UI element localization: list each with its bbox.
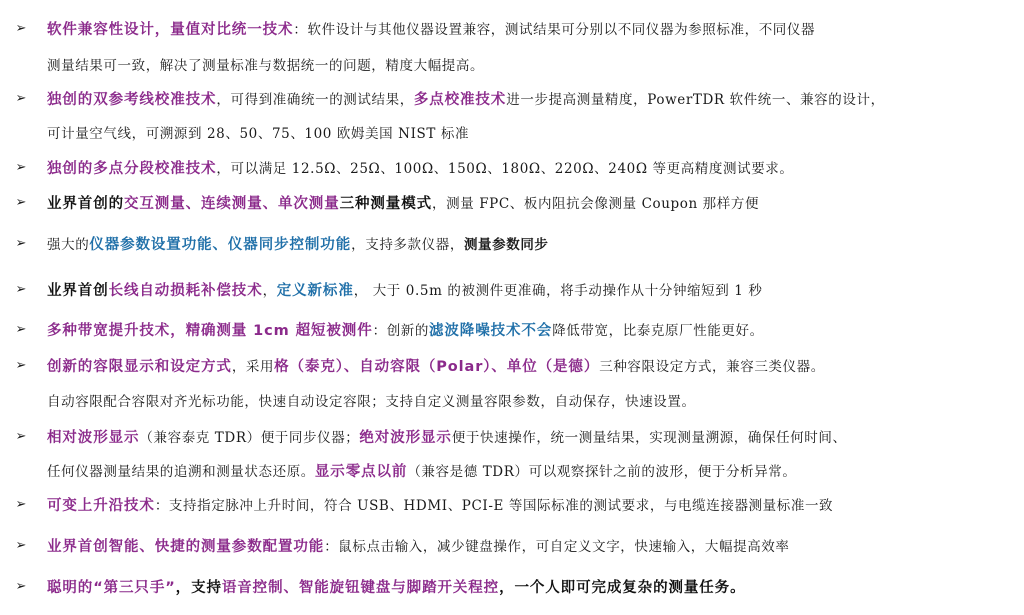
text-segment: 交互测量、连续测量、单次测量	[124, 196, 340, 212]
text-segment: 聪明的“第三只手”	[47, 580, 176, 596]
text-segment: 测量结果可一致，解决了测量标准与数据统一的问题，精度大幅提高。	[47, 58, 485, 74]
text-segment: ：鼠标点击输入，减少键盘操作，可自定义文字，快速输入，大幅提高效率	[324, 539, 790, 555]
list-item-line	[47, 20, 815, 40]
arrow-bullet-icon: ➢	[15, 358, 27, 373]
text-segment: ，支持	[175, 580, 222, 596]
text-segment: 格（泰克）、自动容限（Polar）、单位（是德）	[274, 359, 600, 375]
text-segment: 多种带宽提升技术，精确测量 1cm 超短被测件	[47, 323, 373, 339]
text-segment: 测量参数同步	[463, 237, 549, 253]
text-segment: ， 大于 0.5m 的被测件更准确，将手动操作从十分钟缩短到 1 秒	[353, 283, 763, 299]
text-segment: 独创的双参考线校准技术	[47, 92, 217, 108]
list-item-line	[47, 159, 794, 179]
text-segment: 语音控制、智能旋钮键盘与脚踏开关程控	[221, 580, 500, 596]
text-segment: ，可得到准确统一的测试结果，	[216, 92, 414, 108]
list-item-line	[47, 428, 847, 448]
arrow-bullet-icon: ➢	[15, 236, 27, 251]
text-segment: ，可以满足 12.5Ω、25Ω、100Ω、150Ω、180Ω、220Ω、240Ω 等更高精度测试要求。	[216, 161, 794, 177]
text-segment: 业界首创的	[47, 196, 124, 212]
list-item-line	[47, 357, 825, 377]
text-segment: 强大的	[47, 237, 90, 253]
list-item-line	[47, 462, 797, 482]
arrow-bullet-icon: ➢	[15, 282, 27, 297]
arrow-bullet-icon: ➢	[15, 429, 27, 444]
text-segment: 相对波形显示	[47, 430, 140, 446]
text-segment: 业界首创智能、快捷的测量参数配置功能	[47, 539, 325, 555]
text-segment: ：支持指定脉冲上升时间，符合 USB、HDMI、PCI-E 等国际标准的测试要求，与电缆连接器测量标准一致	[154, 498, 834, 514]
text-segment: 自动容限配合容限对齐光标功能，快速自动设定容限；支持自定义测量容限参数，自动保存，快速设置。	[47, 394, 696, 410]
text-segment: 三种容限设定方式，兼容三类仪器。	[599, 359, 825, 375]
list-item-line	[47, 537, 790, 557]
text-segment: ，测量 FPC、板内阻抗会像测量 Coupon 那样方便	[432, 196, 760, 212]
text-segment: 可计量空气线，可溯源到 28、50、75、100 欧姆美国 NIST 标准	[47, 126, 470, 142]
text-segment: （兼容是德 TDR）可以观察探针之前的波形，便于分析异常。	[407, 464, 797, 480]
text-segment: 仪器参数设置功能、仪器同步控制功能	[89, 237, 352, 253]
text-segment: 滤波降噪技术不会	[429, 323, 553, 339]
arrow-bullet-icon: ➢	[15, 21, 27, 36]
list-item-line	[47, 578, 745, 598]
list-item-line	[47, 392, 696, 412]
text-segment: 三种测量模式	[339, 196, 433, 212]
text-segment: 绝对波形显示	[359, 430, 452, 446]
list-item-line	[47, 281, 762, 301]
text-segment: ：创新的	[372, 323, 429, 339]
text-segment: 定义新标准	[276, 283, 354, 299]
text-segment: 创新的容限显示和设定方式	[47, 359, 232, 375]
text-segment: ，	[262, 283, 277, 299]
arrow-bullet-icon: ➢	[15, 579, 27, 594]
text-segment: 进一步提高测量精度，PowerTDR 软件统一、兼容的设计，	[506, 92, 885, 108]
text-segment: 显示零点以前	[314, 464, 408, 480]
text-segment: ，一个人即可完成复杂的测量任务。	[499, 580, 746, 596]
text-segment: ，支持多款仪器，	[351, 237, 464, 253]
arrow-bullet-icon: ➢	[15, 160, 27, 175]
list-item-line	[47, 56, 484, 76]
arrow-bullet-icon: ➢	[15, 322, 27, 337]
text-segment: （兼容泰克 TDR）便于同步仪器；	[139, 430, 360, 446]
arrow-bullet-icon: ➢	[15, 195, 27, 210]
list-item-line	[47, 124, 469, 144]
text-segment: 独创的多点分段校准技术	[47, 161, 217, 177]
list-item-line	[47, 321, 764, 341]
arrow-bullet-icon: ➢	[15, 497, 27, 512]
text-segment: 软件兼容性设计，量值对比统一技术	[47, 22, 294, 38]
text-segment: 降低带宽，比泰克原厂性能更好。	[552, 323, 764, 339]
text-segment: 多点校准技术	[413, 92, 507, 108]
list-item-line	[47, 90, 885, 110]
list-item-line	[47, 194, 759, 214]
text-segment: 任何仪器测量结果的追溯和测量状态还原。	[47, 464, 315, 480]
text-segment: ：软件设计与其他仪器设置兼容，测试结果可分别以不同仪器为参照标准，不同仪器	[293, 22, 816, 38]
text-segment: 可变上升沿技术	[47, 498, 155, 514]
text-segment: 长线自动损耗补偿技术	[108, 283, 263, 299]
arrow-bullet-icon: ➢	[15, 91, 27, 106]
list-item-line	[47, 496, 833, 516]
text-segment: 便于快速操作，统一测量结果，实现测量溯源，确保任何时间、	[451, 430, 847, 446]
list-item-line	[47, 235, 549, 255]
arrow-bullet-icon: ➢	[15, 538, 27, 553]
text-segment: ，采用	[231, 359, 275, 375]
text-segment: 业界首创	[47, 283, 109, 299]
